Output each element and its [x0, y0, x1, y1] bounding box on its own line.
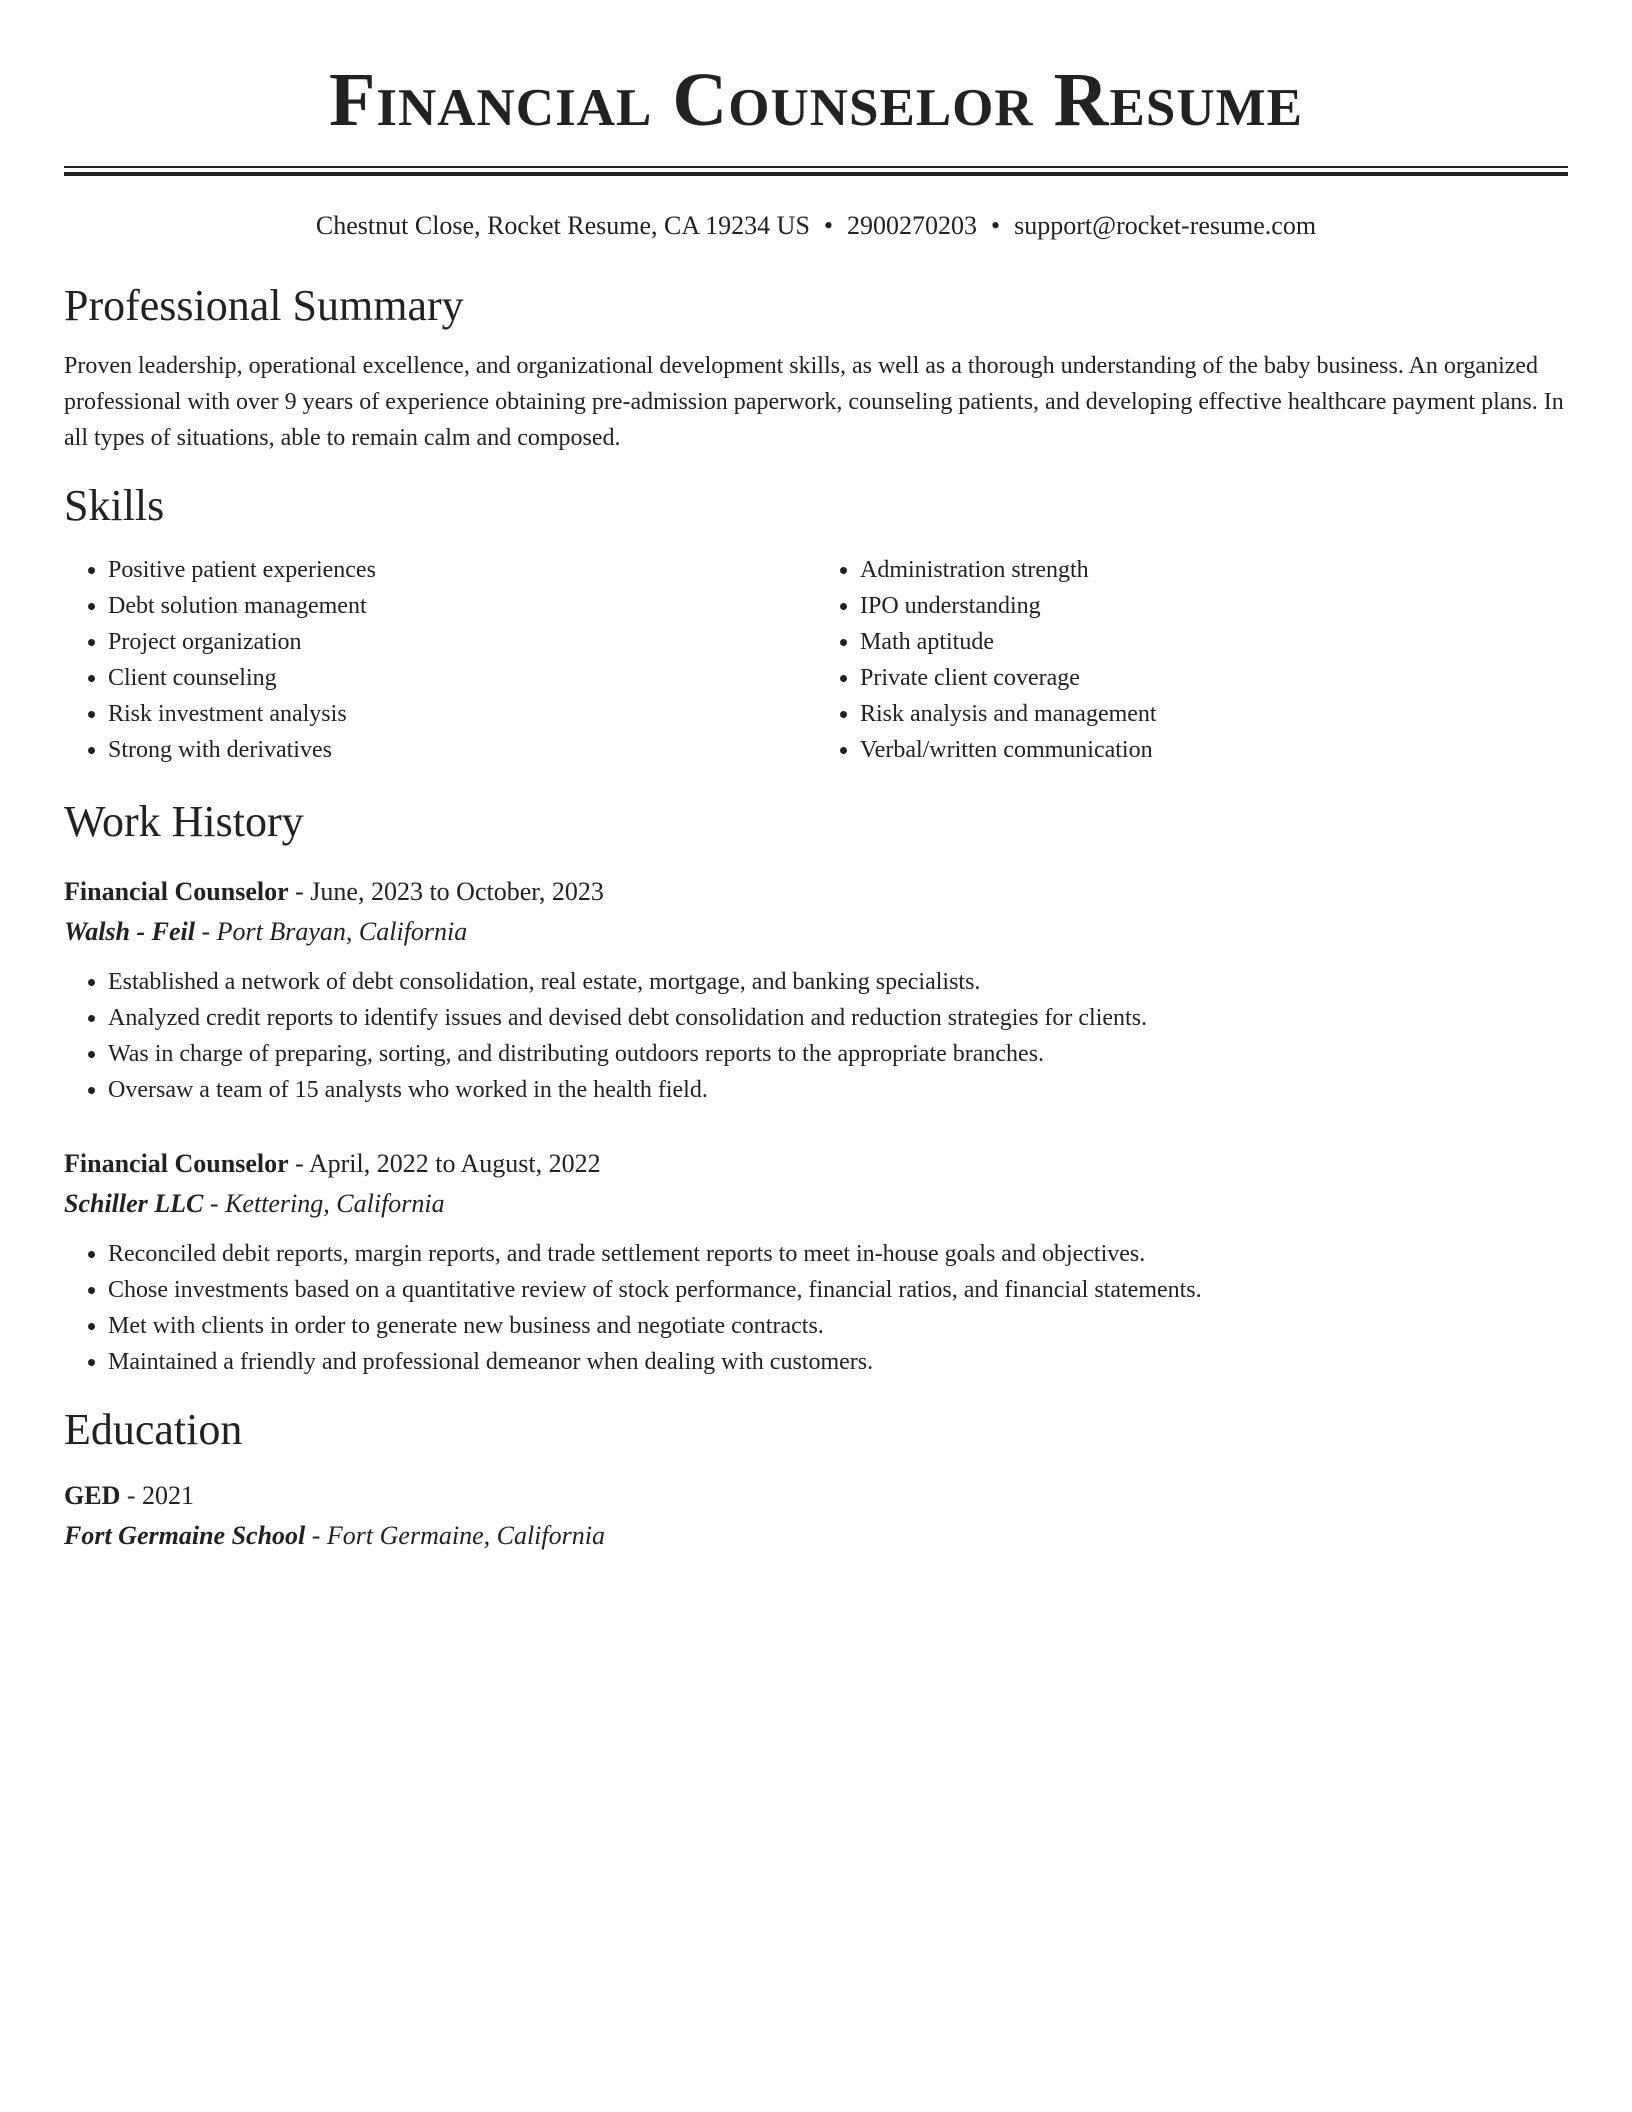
job-role: Financial Counselor — [64, 877, 289, 906]
job-title-line — [64, 1144, 1568, 1184]
job-company: Schiller LLC — [64, 1189, 204, 1218]
job-entry — [64, 1144, 1568, 1380]
skills-heading: Skills — [64, 481, 165, 530]
skill-item: • Risk analysis and management — [860, 696, 1568, 732]
skill-item: • Math aptitude — [860, 624, 1568, 660]
skills-column-right — [816, 552, 1568, 768]
education-degree: GED — [64, 1481, 121, 1510]
skill-item: • Client counseling — [108, 660, 816, 696]
contact-phone: 2900270203 — [847, 211, 978, 240]
education-school-line — [64, 1516, 1568, 1556]
job-company-line — [64, 912, 1568, 952]
skill-item: • Verbal/written communication — [860, 732, 1568, 768]
skill-item: • Project organization — [108, 624, 816, 660]
job-bullet: • Reconciled debit reports, margin reports, and trade settlement reports to meet in-house goals and objectives. — [108, 1236, 1568, 1272]
job-bullet: • Analyzed credit reports to identify issues and devised debt consolidation and reduction strategies for clients. — [108, 1000, 1568, 1036]
job-bullet: • Oversaw a team of 15 analysts who worked in the health field. — [108, 1072, 1568, 1108]
job-company-line — [64, 1184, 1568, 1224]
job-bullet: • Maintained a friendly and professional demeanor when dealing with customers. — [108, 1344, 1568, 1380]
job-title-line — [64, 872, 1568, 912]
skill-item: • Private client coverage — [860, 660, 1568, 696]
skill-item: • Risk investment analysis — [108, 696, 816, 732]
skills-list — [64, 552, 1568, 768]
job-bullet: • Chose investments based on a quantitative review of stock performance, financial ratios, and financial statements. — [108, 1272, 1568, 1308]
contact-email: support@rocket-resume.com — [1014, 211, 1317, 240]
education-heading: Education — [64, 1405, 243, 1454]
skill-item: • Administration strength — [860, 552, 1568, 588]
contact-separator: • — [823, 211, 834, 240]
job-bullets — [64, 1236, 1568, 1380]
skills-column-left — [64, 552, 816, 768]
job-dates: - April, 2022 to August, 2022 — [288, 1149, 601, 1178]
education-degree-line — [64, 1476, 1568, 1516]
education-location: - Fort Germaine, California — [305, 1521, 605, 1550]
job-company: Walsh - Feil — [64, 917, 195, 946]
skill-item: • Strong with derivatives — [108, 732, 816, 768]
job-bullet: • Was in charge of preparing, sorting, and distributing outdoors reports to the appropriate branches. — [108, 1036, 1568, 1072]
education-year: - 2021 — [120, 1481, 195, 1510]
job-role: Financial Counselor — [64, 1149, 289, 1178]
work-history-heading: Work History — [64, 797, 304, 846]
skill-item: • IPO understanding — [860, 588, 1568, 624]
job-bullet: • Met with clients in order to generate new business and negotiate contracts. — [108, 1308, 1568, 1344]
job-bullet: • Established a network of debt consolidation, real estate, mortgage, and banking specialists. — [108, 964, 1568, 1000]
job-location: - Kettering, California — [203, 1189, 445, 1218]
education-entry — [64, 1476, 1568, 1556]
resume-title: Financial Counselor Resume — [328, 58, 1304, 142]
job-bullets — [64, 964, 1568, 1108]
contact-line — [64, 210, 1568, 242]
job-entry — [64, 872, 1568, 1108]
summary-heading: Professional Summary — [64, 281, 464, 330]
summary-text: Proven leadership, operational excellence, and organizational development skills, as well as a thorough understanding of the baby business. An organized professional with over 9 years of experience obtaining pre-admission paperwork, counseling patients, and developing effective healthcare payment plans. In all types of situations, able to remain calm and composed. — [64, 353, 1564, 451]
contact-separator: • — [991, 211, 1001, 240]
job-dates: - June, 2023 to October, 2023 — [288, 877, 604, 906]
title-divider — [64, 166, 1568, 176]
education-school: Fort Germaine School — [64, 1521, 306, 1550]
skill-item: • Positive patient experiences — [108, 552, 816, 588]
skill-item: • Debt solution management — [108, 588, 816, 624]
contact-address: Chestnut Close, Rocket Resume, CA 19234 US — [315, 211, 810, 240]
job-location: - Port Brayan, California — [194, 917, 468, 946]
